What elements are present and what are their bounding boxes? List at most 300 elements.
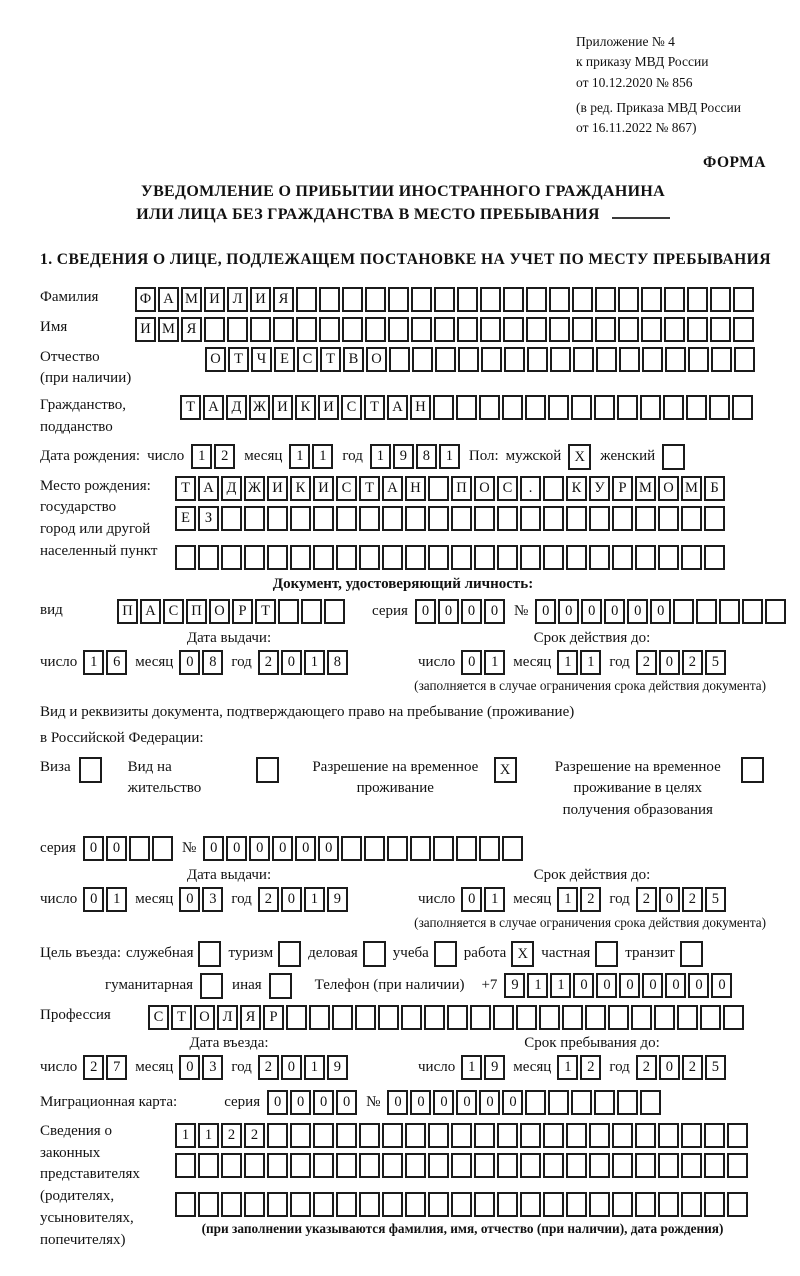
char-cell[interactable]: Б xyxy=(704,476,725,501)
char-cell[interactable] xyxy=(549,287,570,312)
char-cell[interactable] xyxy=(451,506,472,531)
char-cell[interactable] xyxy=(267,1192,288,1217)
char-cell[interactable] xyxy=(641,287,662,312)
char-cell[interactable]: 3 xyxy=(202,1055,223,1080)
char-cell[interactable]: 0 xyxy=(659,887,680,912)
char-cell[interactable]: М xyxy=(158,317,179,342)
char-cell[interactable] xyxy=(388,317,409,342)
char-cell[interactable] xyxy=(687,317,708,342)
char-cell[interactable] xyxy=(612,1123,633,1148)
char-cell[interactable] xyxy=(474,1123,495,1148)
char-cell[interactable]: А xyxy=(158,287,179,312)
char-cell[interactable]: И xyxy=(135,317,156,342)
char-cell[interactable]: 0 xyxy=(290,1090,311,1115)
char-cell[interactable] xyxy=(617,1090,638,1115)
char-cell[interactable]: 0 xyxy=(573,973,594,998)
char-cell[interactable]: 0 xyxy=(336,1090,357,1115)
char-cell[interactable]: Ж xyxy=(249,395,270,420)
char-cell[interactable]: 9 xyxy=(393,444,414,469)
char-cell[interactable] xyxy=(497,1123,518,1148)
char-cell[interactable] xyxy=(359,545,380,570)
char-cell[interactable]: Е xyxy=(175,506,196,531)
char-cell[interactable] xyxy=(681,1123,702,1148)
char-cell[interactable] xyxy=(319,287,340,312)
char-cell[interactable] xyxy=(572,287,593,312)
char-cell[interactable]: 0 xyxy=(479,1090,500,1115)
char-cell[interactable] xyxy=(727,1153,748,1178)
char-cell[interactable] xyxy=(451,545,472,570)
char-cell[interactable] xyxy=(175,1153,196,1178)
char-cell[interactable] xyxy=(566,545,587,570)
char-cell[interactable]: М xyxy=(635,476,656,501)
char-cell[interactable]: 1 xyxy=(191,444,212,469)
char-cell[interactable]: 0 xyxy=(502,1090,523,1115)
char-cell[interactable] xyxy=(658,1153,679,1178)
char-cell[interactable]: Т xyxy=(171,1005,192,1030)
char-cell[interactable] xyxy=(221,1153,242,1178)
char-cell[interactable] xyxy=(480,287,501,312)
char-cell[interactable]: О xyxy=(194,1005,215,1030)
char-cell[interactable] xyxy=(571,1090,592,1115)
char-cell[interactable] xyxy=(290,506,311,531)
char-cell[interactable] xyxy=(525,395,546,420)
char-cell[interactable] xyxy=(457,287,478,312)
char-cell[interactable]: 0 xyxy=(318,836,339,861)
char-cell[interactable] xyxy=(428,1153,449,1178)
char-cell[interactable]: 7 xyxy=(106,1055,127,1080)
char-cell[interactable]: 0 xyxy=(281,650,302,675)
char-cell[interactable] xyxy=(221,1192,242,1217)
char-cell[interactable]: С xyxy=(163,599,184,624)
char-cell[interactable]: К xyxy=(295,395,316,420)
char-cell[interactable]: 0 xyxy=(535,599,556,624)
char-cell[interactable]: 9 xyxy=(327,887,348,912)
char-cell[interactable] xyxy=(313,545,334,570)
char-cell[interactable] xyxy=(681,1153,702,1178)
char-cell[interactable]: У xyxy=(589,476,610,501)
char-cell[interactable] xyxy=(612,1153,633,1178)
char-cell[interactable] xyxy=(719,599,740,624)
char-cell[interactable] xyxy=(642,347,663,372)
char-cell[interactable]: И xyxy=(318,395,339,420)
char-cell[interactable] xyxy=(516,1005,537,1030)
char-cell[interactable]: С xyxy=(497,476,518,501)
char-cell[interactable] xyxy=(635,1153,656,1178)
char-cell[interactable] xyxy=(618,317,639,342)
char-cell[interactable]: 2 xyxy=(682,650,703,675)
char-cell[interactable] xyxy=(244,1153,265,1178)
char-cell[interactable] xyxy=(704,1153,725,1178)
char-cell[interactable] xyxy=(687,287,708,312)
char-cell[interactable] xyxy=(479,836,500,861)
char-cell[interactable] xyxy=(520,1192,541,1217)
char-cell[interactable] xyxy=(548,395,569,420)
char-cell[interactable]: Т xyxy=(175,476,196,501)
char-cell[interactable]: Д xyxy=(221,476,242,501)
char-cell[interactable] xyxy=(355,1005,376,1030)
char-cell[interactable] xyxy=(175,545,196,570)
char-cell[interactable]: 0 xyxy=(659,1055,680,1080)
char-cell[interactable] xyxy=(734,347,755,372)
char-cell[interactable]: Л xyxy=(217,1005,238,1030)
char-cell[interactable]: 1 xyxy=(557,887,578,912)
char-cell[interactable] xyxy=(290,545,311,570)
char-cell[interactable] xyxy=(566,1153,587,1178)
char-cell[interactable]: . xyxy=(520,476,541,501)
char-cell[interactable] xyxy=(359,1192,380,1217)
char-cell[interactable]: С xyxy=(341,395,362,420)
char-cell[interactable] xyxy=(640,395,661,420)
char-cell[interactable] xyxy=(497,1153,518,1178)
char-cell[interactable]: 3 xyxy=(202,887,223,912)
char-cell[interactable] xyxy=(474,506,495,531)
char-cell[interactable] xyxy=(681,545,702,570)
char-cell[interactable] xyxy=(250,317,271,342)
char-cell[interactable]: 1 xyxy=(312,444,333,469)
char-cell[interactable]: 0 xyxy=(642,973,663,998)
char-cell[interactable] xyxy=(596,347,617,372)
char-cell[interactable]: 9 xyxy=(484,1055,505,1080)
char-cell[interactable] xyxy=(382,1123,403,1148)
char-cell[interactable] xyxy=(704,1123,725,1148)
char-cell[interactable] xyxy=(405,1192,426,1217)
char-cell[interactable] xyxy=(686,395,707,420)
char-cell[interactable]: 1 xyxy=(557,1055,578,1080)
char-cell[interactable] xyxy=(572,317,593,342)
char-cell[interactable] xyxy=(244,506,265,531)
char-cell[interactable] xyxy=(504,347,525,372)
char-cell[interactable] xyxy=(410,836,431,861)
char-cell[interactable] xyxy=(700,1005,721,1030)
char-cell[interactable] xyxy=(502,836,523,861)
char-cell[interactable] xyxy=(658,545,679,570)
char-cell[interactable] xyxy=(474,545,495,570)
char-cell[interactable]: 1 xyxy=(304,650,325,675)
char-cell[interactable]: 0 xyxy=(387,1090,408,1115)
char-cell[interactable] xyxy=(654,1005,675,1030)
char-cell[interactable]: 0 xyxy=(596,973,617,998)
char-cell[interactable] xyxy=(662,444,685,470)
char-cell[interactable] xyxy=(681,506,702,531)
char-cell[interactable] xyxy=(365,287,386,312)
char-cell[interactable] xyxy=(503,287,524,312)
char-cell[interactable] xyxy=(342,287,363,312)
char-cell[interactable] xyxy=(382,545,403,570)
char-cell[interactable] xyxy=(594,395,615,420)
char-cell[interactable] xyxy=(401,1005,422,1030)
char-cell[interactable] xyxy=(324,599,345,624)
char-cell[interactable] xyxy=(342,317,363,342)
char-cell[interactable] xyxy=(474,1153,495,1178)
char-cell[interactable]: 0 xyxy=(179,887,200,912)
char-cell[interactable]: 5 xyxy=(705,1055,726,1080)
char-cell[interactable] xyxy=(382,1153,403,1178)
char-cell[interactable] xyxy=(388,287,409,312)
char-cell[interactable]: 1 xyxy=(550,973,571,998)
char-cell[interactable]: 0 xyxy=(410,1090,431,1115)
char-cell[interactable] xyxy=(227,317,248,342)
char-cell[interactable] xyxy=(301,599,322,624)
char-cell[interactable] xyxy=(543,545,564,570)
char-cell[interactable] xyxy=(480,317,501,342)
char-cell[interactable]: О xyxy=(209,599,230,624)
char-cell[interactable] xyxy=(481,347,502,372)
char-cell[interactable] xyxy=(451,1153,472,1178)
char-cell[interactable] xyxy=(704,506,725,531)
char-cell[interactable] xyxy=(451,1123,472,1148)
char-cell[interactable] xyxy=(527,347,548,372)
char-cell[interactable] xyxy=(502,395,523,420)
char-cell[interactable] xyxy=(688,347,709,372)
char-cell[interactable] xyxy=(389,347,410,372)
char-cell[interactable] xyxy=(428,1123,449,1148)
char-cell[interactable]: 0 xyxy=(267,1090,288,1115)
char-cell[interactable]: 0 xyxy=(272,836,293,861)
char-cell[interactable] xyxy=(665,347,686,372)
char-cell[interactable] xyxy=(267,1123,288,1148)
char-cell[interactable]: 2 xyxy=(221,1123,242,1148)
char-cell[interactable] xyxy=(336,1123,357,1148)
char-cell[interactable] xyxy=(457,317,478,342)
char-cell[interactable]: 0 xyxy=(619,973,640,998)
char-cell[interactable]: 1 xyxy=(83,650,104,675)
char-cell[interactable] xyxy=(710,287,731,312)
char-cell[interactable] xyxy=(319,317,340,342)
char-cell[interactable] xyxy=(458,347,479,372)
char-cell[interactable]: П xyxy=(186,599,207,624)
char-cell[interactable]: Н xyxy=(405,476,426,501)
char-cell[interactable] xyxy=(520,1123,541,1148)
char-cell[interactable] xyxy=(566,506,587,531)
char-cell[interactable]: Р xyxy=(232,599,253,624)
char-cell[interactable] xyxy=(267,1153,288,1178)
char-cell[interactable] xyxy=(539,1005,560,1030)
char-cell[interactable] xyxy=(296,287,317,312)
char-cell[interactable] xyxy=(550,347,571,372)
char-cell[interactable] xyxy=(549,317,570,342)
char-cell[interactable]: С xyxy=(336,476,357,501)
char-cell[interactable] xyxy=(696,599,717,624)
char-cell[interactable] xyxy=(566,1192,587,1217)
char-cell[interactable] xyxy=(313,506,334,531)
char-cell[interactable]: Т xyxy=(359,476,380,501)
char-cell[interactable] xyxy=(221,506,242,531)
char-cell[interactable] xyxy=(677,1005,698,1030)
char-cell[interactable] xyxy=(152,836,173,861)
char-cell[interactable]: Т xyxy=(228,347,249,372)
char-cell[interactable] xyxy=(585,1005,606,1030)
char-cell[interactable]: Р xyxy=(263,1005,284,1030)
char-cell[interactable] xyxy=(612,1192,633,1217)
char-cell[interactable] xyxy=(198,545,219,570)
char-cell[interactable] xyxy=(204,317,225,342)
char-cell[interactable] xyxy=(631,1005,652,1030)
char-cell[interactable]: 0 xyxy=(179,650,200,675)
char-cell[interactable] xyxy=(658,1192,679,1217)
char-cell[interactable] xyxy=(543,1153,564,1178)
char-cell[interactable] xyxy=(566,1123,587,1148)
char-cell[interactable]: 8 xyxy=(327,650,348,675)
char-cell[interactable] xyxy=(470,1005,491,1030)
char-cell[interactable] xyxy=(635,506,656,531)
char-cell[interactable]: Л xyxy=(227,287,248,312)
char-cell[interactable] xyxy=(198,1153,219,1178)
char-cell[interactable] xyxy=(433,395,454,420)
char-cell[interactable]: X xyxy=(494,757,517,783)
char-cell[interactable] xyxy=(359,1123,380,1148)
char-cell[interactable] xyxy=(428,545,449,570)
char-cell[interactable] xyxy=(378,1005,399,1030)
char-cell[interactable] xyxy=(336,1192,357,1217)
char-cell[interactable] xyxy=(543,506,564,531)
char-cell[interactable] xyxy=(424,1005,445,1030)
char-cell[interactable]: 0 xyxy=(433,1090,454,1115)
char-cell[interactable] xyxy=(309,1005,330,1030)
char-cell[interactable]: 0 xyxy=(484,599,505,624)
char-cell[interactable] xyxy=(79,757,102,783)
char-cell[interactable] xyxy=(741,757,764,783)
char-cell[interactable] xyxy=(727,1192,748,1217)
char-cell[interactable]: 2 xyxy=(580,887,601,912)
char-cell[interactable]: А xyxy=(198,476,219,501)
char-cell[interactable] xyxy=(589,1123,610,1148)
char-cell[interactable]: 1 xyxy=(557,650,578,675)
char-cell[interactable] xyxy=(640,1090,661,1115)
char-cell[interactable] xyxy=(732,395,753,420)
char-cell[interactable] xyxy=(664,287,685,312)
char-cell[interactable] xyxy=(336,545,357,570)
char-cell[interactable] xyxy=(479,395,500,420)
char-cell[interactable] xyxy=(723,1005,744,1030)
char-cell[interactable] xyxy=(765,599,786,624)
char-cell[interactable]: 1 xyxy=(461,1055,482,1080)
char-cell[interactable]: 1 xyxy=(439,444,460,469)
char-cell[interactable] xyxy=(290,1123,311,1148)
char-cell[interactable] xyxy=(520,1153,541,1178)
char-cell[interactable]: 1 xyxy=(370,444,391,469)
char-cell[interactable] xyxy=(336,1153,357,1178)
char-cell[interactable]: 0 xyxy=(106,836,127,861)
char-cell[interactable]: 1 xyxy=(289,444,310,469)
char-cell[interactable]: 0 xyxy=(456,1090,477,1115)
char-cell[interactable] xyxy=(711,347,732,372)
char-cell[interactable]: 0 xyxy=(83,836,104,861)
char-cell[interactable]: 0 xyxy=(711,973,732,998)
char-cell[interactable]: 5 xyxy=(705,887,726,912)
char-cell[interactable]: 2 xyxy=(682,887,703,912)
char-cell[interactable] xyxy=(363,941,386,967)
char-cell[interactable] xyxy=(608,1005,629,1030)
char-cell[interactable]: 1 xyxy=(527,973,548,998)
char-cell[interactable]: И xyxy=(272,395,293,420)
char-cell[interactable]: 1 xyxy=(106,887,127,912)
char-cell[interactable] xyxy=(520,545,541,570)
char-cell[interactable] xyxy=(595,287,616,312)
char-cell[interactable]: 1 xyxy=(484,650,505,675)
char-cell[interactable]: X xyxy=(511,941,534,967)
char-cell[interactable]: Ф xyxy=(135,287,156,312)
char-cell[interactable]: 9 xyxy=(327,1055,348,1080)
char-cell[interactable] xyxy=(269,973,292,999)
char-cell[interactable]: 0 xyxy=(650,599,671,624)
char-cell[interactable]: Я xyxy=(181,317,202,342)
char-cell[interactable] xyxy=(456,836,477,861)
char-cell[interactable] xyxy=(664,317,685,342)
char-cell[interactable]: 0 xyxy=(558,599,579,624)
char-cell[interactable] xyxy=(704,545,725,570)
char-cell[interactable]: И xyxy=(250,287,271,312)
char-cell[interactable]: 2 xyxy=(636,1055,657,1080)
char-cell[interactable]: 0 xyxy=(461,650,482,675)
char-cell[interactable]: 2 xyxy=(636,887,657,912)
char-cell[interactable]: З xyxy=(198,506,219,531)
char-cell[interactable] xyxy=(296,317,317,342)
char-cell[interactable]: 0 xyxy=(581,599,602,624)
char-cell[interactable]: П xyxy=(117,599,138,624)
char-cell[interactable] xyxy=(382,1192,403,1217)
char-cell[interactable] xyxy=(428,1192,449,1217)
char-cell[interactable] xyxy=(447,1005,468,1030)
char-cell[interactable] xyxy=(612,506,633,531)
char-cell[interactable] xyxy=(434,941,457,967)
char-cell[interactable] xyxy=(341,836,362,861)
char-cell[interactable] xyxy=(618,287,639,312)
char-cell[interactable] xyxy=(278,941,301,967)
char-cell[interactable]: О xyxy=(658,476,679,501)
char-cell[interactable] xyxy=(594,1090,615,1115)
char-cell[interactable]: Р xyxy=(612,476,633,501)
char-cell[interactable] xyxy=(244,1192,265,1217)
char-cell[interactable]: М xyxy=(181,287,202,312)
char-cell[interactable] xyxy=(641,317,662,342)
char-cell[interactable]: С xyxy=(297,347,318,372)
char-cell[interactable]: Е xyxy=(274,347,295,372)
char-cell[interactable] xyxy=(543,1192,564,1217)
char-cell[interactable] xyxy=(451,1192,472,1217)
char-cell[interactable]: X xyxy=(568,444,591,470)
char-cell[interactable] xyxy=(658,1123,679,1148)
char-cell[interactable]: Т xyxy=(255,599,276,624)
char-cell[interactable]: 0 xyxy=(203,836,224,861)
char-cell[interactable] xyxy=(412,347,433,372)
char-cell[interactable] xyxy=(313,1123,334,1148)
char-cell[interactable]: Я xyxy=(273,287,294,312)
char-cell[interactable] xyxy=(710,317,731,342)
char-cell[interactable]: К xyxy=(566,476,587,501)
char-cell[interactable] xyxy=(727,1123,748,1148)
char-cell[interactable]: 0 xyxy=(295,836,316,861)
char-cell[interactable] xyxy=(332,1005,353,1030)
char-cell[interactable]: 0 xyxy=(415,599,436,624)
char-cell[interactable] xyxy=(411,287,432,312)
char-cell[interactable]: О xyxy=(205,347,226,372)
char-cell[interactable] xyxy=(543,1123,564,1148)
char-cell[interactable] xyxy=(198,1192,219,1217)
char-cell[interactable]: 2 xyxy=(636,650,657,675)
char-cell[interactable]: 2 xyxy=(244,1123,265,1148)
char-cell[interactable] xyxy=(589,506,610,531)
char-cell[interactable] xyxy=(359,1153,380,1178)
char-cell[interactable] xyxy=(359,506,380,531)
char-cell[interactable]: А xyxy=(203,395,224,420)
char-cell[interactable]: 0 xyxy=(249,836,270,861)
char-cell[interactable]: 1 xyxy=(198,1123,219,1148)
char-cell[interactable] xyxy=(411,317,432,342)
char-cell[interactable] xyxy=(635,1123,656,1148)
char-cell[interactable] xyxy=(405,506,426,531)
char-cell[interactable] xyxy=(474,1192,495,1217)
char-cell[interactable] xyxy=(286,1005,307,1030)
